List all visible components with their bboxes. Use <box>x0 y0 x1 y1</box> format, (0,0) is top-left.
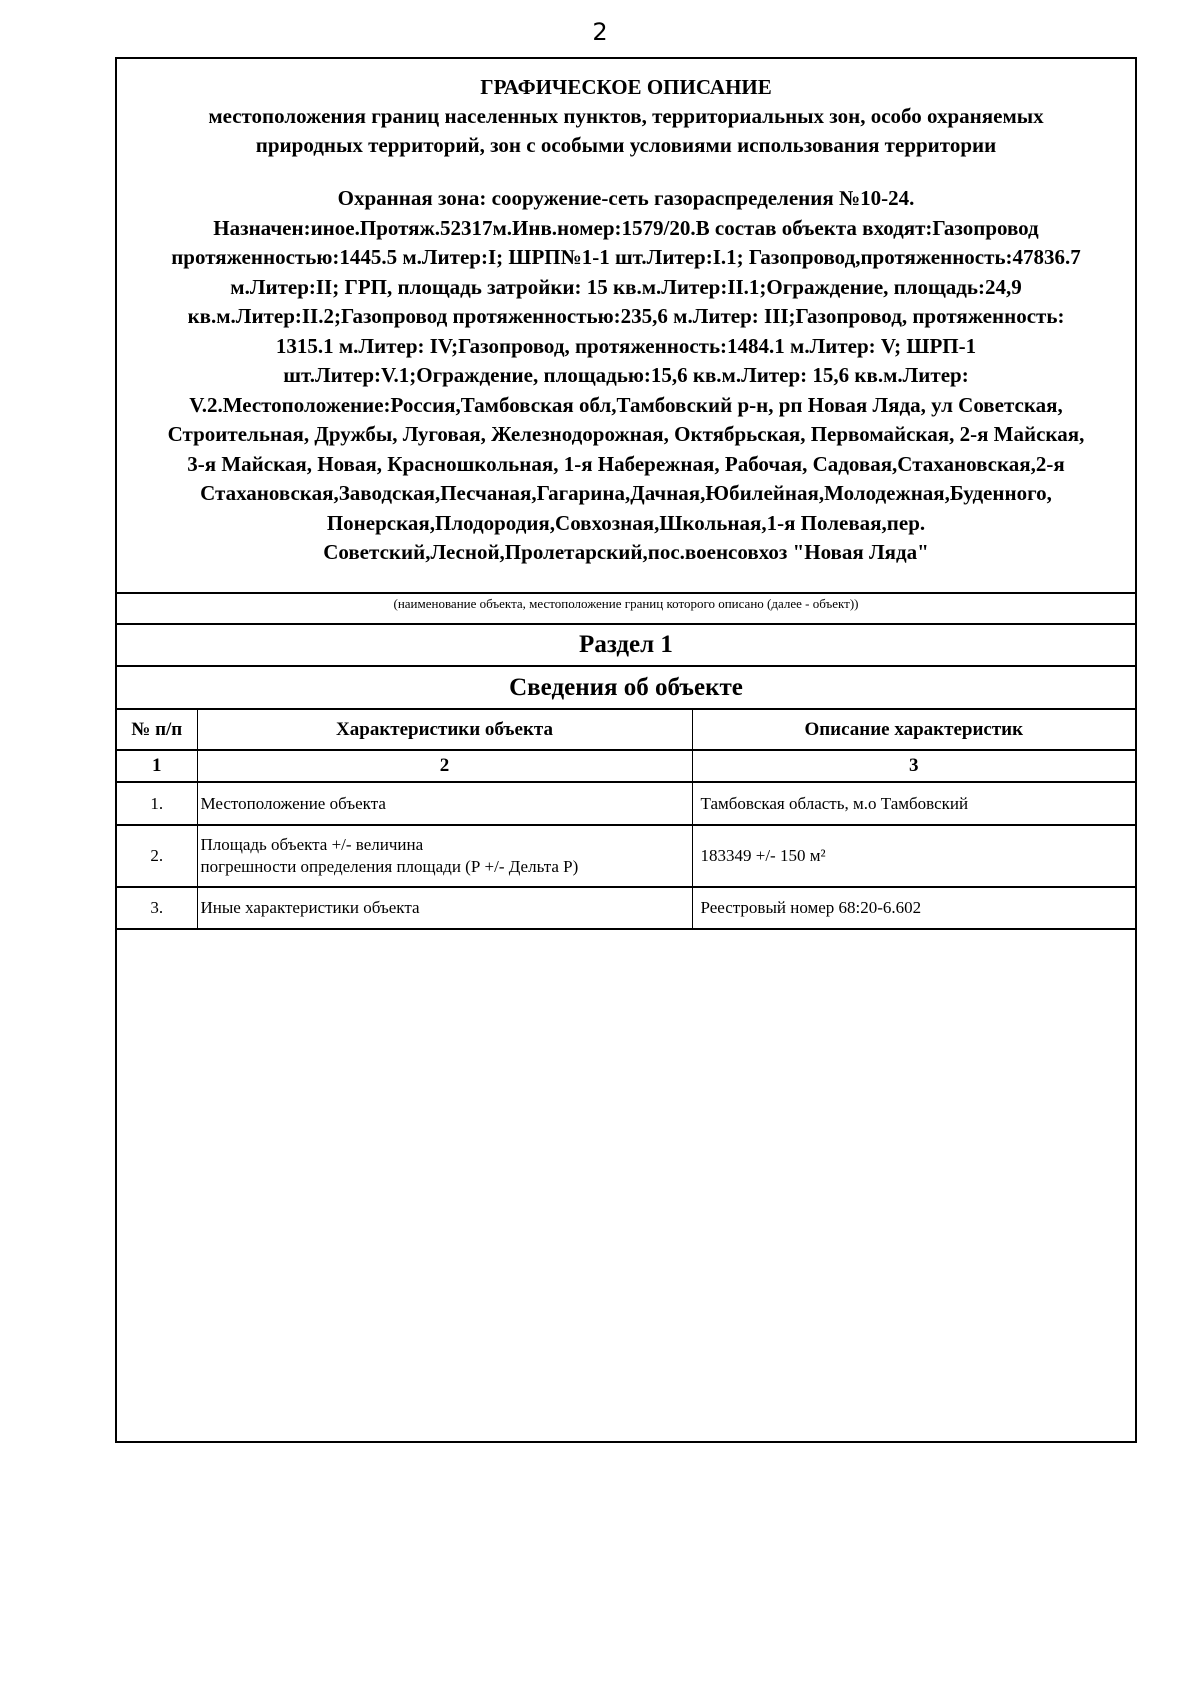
header-block <box>117 59 1135 592</box>
table-row <box>117 825 1135 887</box>
object-description <box>117 184 1135 568</box>
document-subtitle <box>117 102 1135 160</box>
object-description-line: Советский,Лесной,Пролетарский,пос.военсовхоз "Новая Ляда" <box>323 540 929 564</box>
subtitle-line: природных территорий, зон с особыми условиями использования территории <box>255 133 997 157</box>
object-description-line: 1315.1 м.Литер: IV;Газопровод, протяженность:1484.1 м.Литер: V; ШРП-1 <box>275 333 977 358</box>
row-number: 2. <box>117 825 197 887</box>
object-description-line: Назначен:иное.Протяж.52317м.Инв.номер:1579/20.В состав объекта входят:Газопровод <box>213 215 1039 240</box>
row-characteristic-line: Местоположение объекта <box>200 793 386 813</box>
row-number: 3. <box>117 887 197 929</box>
page-number: 2 <box>592 18 608 46</box>
row-characteristic <box>197 825 692 887</box>
header-cell-characteristics: Характеристики объекта <box>197 710 692 750</box>
column-number-cell: 1 <box>117 750 197 782</box>
column-number-row <box>117 750 1135 782</box>
row-characteristic-line: погрешности определения площади (Р +/- Дельта Р) <box>200 857 579 876</box>
object-description-line: 3-я Майская, Новая, Красношкольная, 1-я Набережная, Рабочая, Садовая,Стахановская,2-я <box>187 451 1065 476</box>
object-caption: (наименование объекта, местоположение границ которого описано (далее - объект)) <box>117 592 1135 625</box>
row-description: 183349 +/- 150 м² <box>692 825 1135 887</box>
object-description-line: Охранная зона: сооружение-сеть газораспределения №10-24. <box>337 186 915 210</box>
object-description-line: м.Литер:II; ГРП, площадь затройки: 15 кв.м.Литер:II.1;Ограждение, площадь:24,9 <box>230 274 1022 299</box>
object-description-line: V.2.Местоположение:Россия,Тамбовская обл,Тамбовский р-н, рп Новая Ляда, ул Советская, <box>189 392 1063 417</box>
table-row <box>117 887 1135 929</box>
section-title: Раздел 1 <box>117 625 1135 667</box>
row-description: Реестровый номер 68:20-6.602 <box>692 887 1135 929</box>
row-description: Тамбовская область, м.о Тамбовский <box>692 782 1135 825</box>
header-cell-description: Описание характеристик <box>692 710 1135 750</box>
row-characteristic <box>197 782 692 825</box>
column-number-cell: 2 <box>197 750 692 782</box>
object-description-line: Строительная, Дружбы, Луговая, Железнодорожная, Октябрьская, Первомайская, 2-я Майская, <box>167 422 1085 446</box>
table-header-row <box>117 710 1135 750</box>
object-description-line: кв.м.Литер:II.2;Газопровод протяженностью:235,6 м.Литер: III;Газопровод, протяженность: <box>187 304 1065 328</box>
row-characteristic <box>197 887 692 929</box>
object-description-line: Стахановская,Заводская,Песчаная,Гагарина,Дачная,Юбилейная,Молодежная,Буденного, <box>200 481 1052 505</box>
document-title: ГРАФИЧЕСКОЕ ОПИСАНИЕ <box>480 75 772 99</box>
column-number-cell: 3 <box>692 750 1135 782</box>
object-description-line: шт.Литер:V.1;Ограждение, площадью:15,6 кв.м.Литер: 15,6 кв.м.Литер: <box>283 363 969 387</box>
object-description-line: протяженностью:1445.5 м.Литер:I; ШРП№1-1 шт.Литер:I.1; Газопровод,протяженность:47836.7 <box>171 245 1081 269</box>
object-description-line: Понерская,Плодородия,Совхозная,Школьная,1-я Полевая,пер. <box>326 510 926 535</box>
subtitle-line: местоположения границ населенных пунктов, территориальных зон, особо охраняемых <box>208 104 1044 128</box>
object-properties-table <box>117 710 1135 930</box>
row-characteristic-line: Площадь объекта +/- величина <box>200 835 424 854</box>
table-row <box>117 782 1135 825</box>
info-title: Сведения об объекте <box>117 667 1135 710</box>
row-number: 1. <box>117 782 197 825</box>
document-frame <box>115 57 1137 1443</box>
header-cell-number: № п/п <box>117 710 197 750</box>
row-characteristic-line: Иные характеристики объекта <box>200 898 420 917</box>
